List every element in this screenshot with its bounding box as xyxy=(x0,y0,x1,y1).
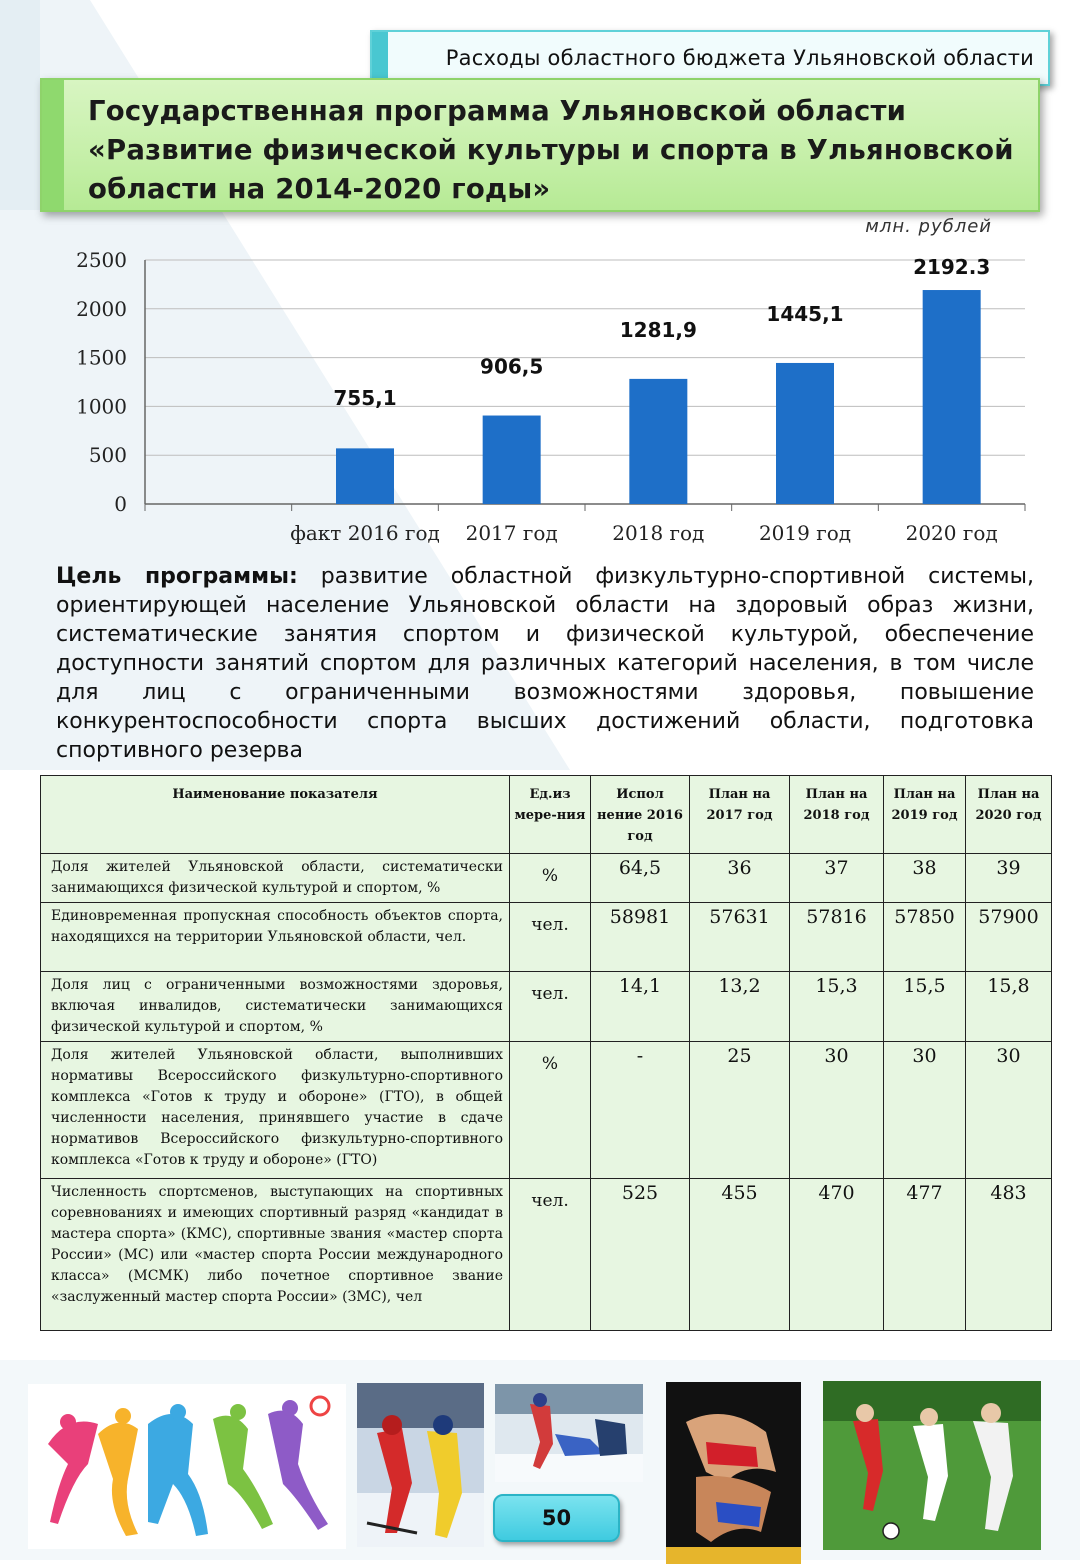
indicator-value: 64,5 xyxy=(591,854,690,903)
bar-chart xyxy=(0,212,1080,552)
indicator-value: 14,1 xyxy=(591,972,690,1042)
indicator-unit: % xyxy=(510,1042,591,1179)
indicator-value: 39 xyxy=(966,854,1052,903)
sports-collage-icon xyxy=(28,1384,346,1549)
title-banner xyxy=(40,78,1040,212)
data-label: 1281,9 xyxy=(619,317,697,342)
indicator-value: 470 xyxy=(790,1179,884,1331)
indicator-value: 36 xyxy=(690,854,790,903)
title-accent xyxy=(42,80,64,210)
bar xyxy=(336,448,394,504)
y-tick-label: 1500 xyxy=(76,345,127,370)
bar xyxy=(629,379,687,504)
indicator-unit: чел. xyxy=(510,1179,591,1331)
bar xyxy=(776,363,834,504)
indicator-value: 57900 xyxy=(966,903,1052,972)
x-tick-label: 2019 год xyxy=(758,521,852,545)
x-tick-label: факт 2016 год xyxy=(290,521,440,545)
y-tick-label: 2000 xyxy=(76,296,127,321)
y-tick-label: 2500 xyxy=(76,248,127,272)
goal-text: развитие областной физкультурно-спортивной системы, ориентирующей население Ульяновской области на здоровый образ жизни, систематические занятия спортом и физической культурой, обеспечение доступности занятий спортом для различных категорий населения, в том числе для лиц с ограниченными возможностями здоровья, повышение конкурентоспособности спорта высших достижений области, подготовка спортивного резерва xyxy=(56,564,1034,763)
program-goal xyxy=(56,562,1034,765)
y-tick-label: 0 xyxy=(114,492,127,516)
bar xyxy=(483,416,541,504)
data-label: 906,5 xyxy=(480,354,544,379)
indicator-value: 525 xyxy=(591,1179,690,1331)
indicator-name: Доля лиц с ограниченными возможностями здоровья, включая инвалидов, систематически занимающихся физической культурой и спортом, % xyxy=(41,972,510,1042)
indicator-value: 25 xyxy=(690,1042,790,1179)
x-tick-label: 2018 год xyxy=(612,521,705,545)
table-row xyxy=(41,903,1052,972)
indicator-value: 477 xyxy=(884,1179,966,1331)
header-accent xyxy=(372,32,388,84)
indicator-unit: чел. xyxy=(510,903,591,972)
indicator-value: 483 xyxy=(966,1179,1052,1331)
page-title: Государственная программа Ульяновской области «Развитие физической культуры и спорта в Ульяновской области на 2014-2020 годы» xyxy=(88,95,1014,205)
goal-label: Цель программы: xyxy=(56,564,298,589)
indicator-value: 30 xyxy=(966,1042,1052,1179)
wrestling-photo-icon xyxy=(666,1382,801,1564)
indicator-value: 30 xyxy=(884,1042,966,1179)
y-tick-label: 500 xyxy=(88,443,127,468)
header-banner-text: Расходы областного бюджета Ульяновской области xyxy=(445,46,1034,70)
hockey-photo-icon xyxy=(357,1383,484,1547)
table-header: План на 2018 год xyxy=(790,776,884,854)
data-label: 755,1 xyxy=(333,386,397,410)
table-row xyxy=(41,972,1052,1042)
indicator-value: 13,2 xyxy=(690,972,790,1042)
indicator-value: 57816 xyxy=(790,903,884,972)
page-number: 50 xyxy=(493,1494,620,1542)
indicator-value: 15,3 xyxy=(790,972,884,1042)
chart-unit-label: млн. рублей xyxy=(865,216,992,237)
bar xyxy=(923,290,981,504)
indicator-value: 455 xyxy=(690,1179,790,1331)
indicator-value: 57631 xyxy=(690,903,790,972)
table-header: План на 2020 год xyxy=(966,776,1052,854)
x-tick-label: 2017 год xyxy=(465,521,558,545)
table-header: План на 2017 год xyxy=(690,776,790,854)
table-header: Наименование показателя xyxy=(41,776,510,854)
table-row xyxy=(41,1179,1052,1331)
data-label: 2192.3 xyxy=(913,255,991,280)
table-header: Ед.из мере-ния xyxy=(510,776,591,854)
indicator-value: - xyxy=(591,1042,690,1179)
table-row xyxy=(41,1042,1052,1179)
indicator-name: Доля жителей Ульяновской области, выполнивших нормативы Всероссийского физкультурно-спортивного комплекса «Готов к труду и обороне» (ГТО), в общей численности населения, принявшего участие в сдаче нормативов Всероссийского физкультурно-спортивного комплекса «Готов к труду и обороне» (ГТО) xyxy=(41,1042,510,1179)
indicator-unit: чел. xyxy=(510,972,591,1042)
table-header: План на 2019 год xyxy=(884,776,966,854)
indicator-name: Численность спортсменов, выступающих на спортивных соревнованиях и имеющих спортивный разряд «кандидат в мастера спорта» (КМС), спортивные звания «мастер спорта России» (МС) или «мастер спорта России международного класса» (МСМК) либо почетное спортивное звание «заслуженный мастер спорта России» (ЗМС), чел xyxy=(41,1179,510,1331)
data-label: 1445,1 xyxy=(766,301,844,326)
indicator-value: 38 xyxy=(884,854,966,903)
biathlon-photo-icon xyxy=(495,1384,643,1482)
indicator-value: 30 xyxy=(790,1042,884,1179)
indicator-value: 58981 xyxy=(591,903,690,972)
indicator-value: 57850 xyxy=(884,903,966,972)
bar-chart-svg xyxy=(0,212,1080,552)
table-header-row xyxy=(41,776,1052,854)
indicators-table xyxy=(40,775,1051,1331)
indicator-unit: % xyxy=(510,854,591,903)
indicator-value: 15,8 xyxy=(966,972,1052,1042)
table-row xyxy=(41,854,1052,903)
x-tick-label: 2020 год xyxy=(905,521,998,545)
indicator-name: Доля жителей Ульяновской области, систематически занимающихся физической культурой и спортом, % xyxy=(41,854,510,903)
indicator-value: 37 xyxy=(790,854,884,903)
y-tick-label: 1000 xyxy=(76,394,127,419)
indicator-value: 15,5 xyxy=(884,972,966,1042)
table-header: Испол нение 2016 год xyxy=(591,776,690,854)
indicator-name: Единовременная пропускная способность объектов спорта, находящихся на территории Ульяновской области, чел. xyxy=(41,903,510,972)
football-photo-icon xyxy=(823,1381,1041,1550)
